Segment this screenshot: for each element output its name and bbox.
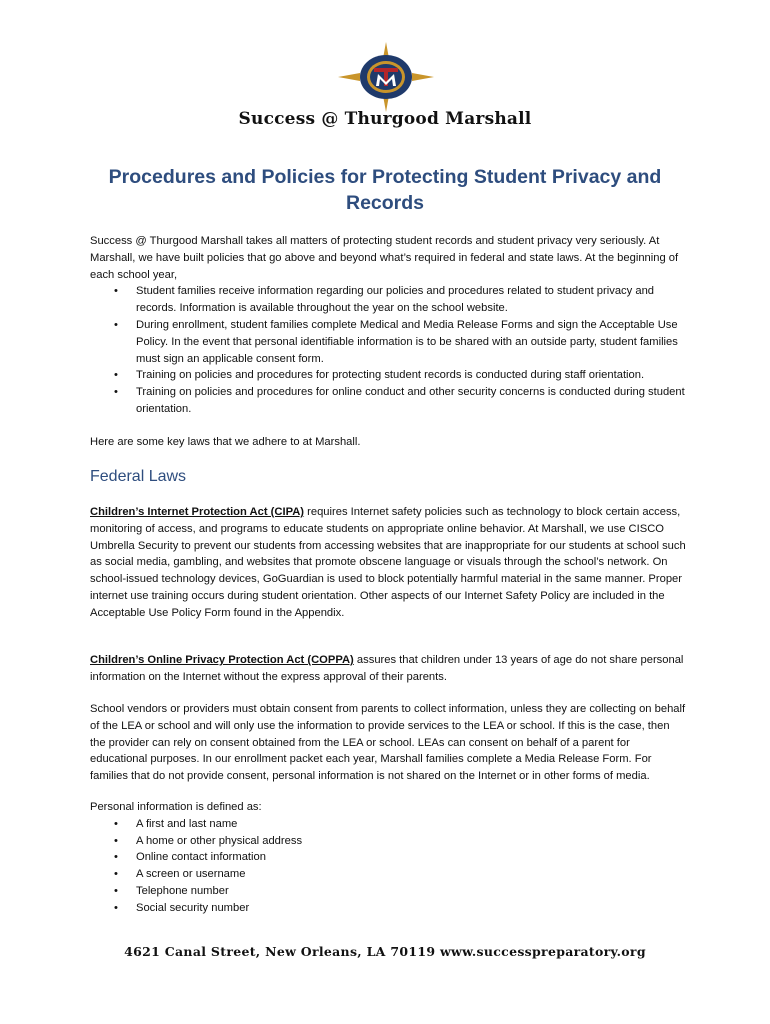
coppa-text: assures that children under 13 years of age do not share personal information on the Internet without the express approval of their parents. [90,654,684,683]
cipa-paragraph [90,504,686,622]
intro-bullet-list [90,283,686,417]
intro-paragraph: Success @ Thurgood Marshall takes all matters of protecting student records and student privacy very seriously. At Marshall, we have built policies that go above and beyond what’s required in federal and state laws. At the beginning of each school year, [90,235,679,281]
school-logo [338,42,434,112]
list-item-text: A screen or username [136,868,246,881]
list-item [90,816,686,833]
bullet-icon: • [114,884,118,897]
list-item-text: Telephone number [136,884,229,897]
list-item-text: A first and last name [136,817,238,830]
footer-address: 4621 Canal Street, New Orleans, LA 70119 www.successpreparatory.org [124,944,646,959]
vendors-paragraph [90,701,686,785]
coppa-act-title: Children’s Online Privacy Protection Act (COPPA) [90,654,354,666]
cipa-text: requires Internet safety policies such as technology to block certain access, monitoring of access, and programs to educate students on appropriate online behavior. At Marshall, we use CISCO Umbrella Security to prevent our students from accessing websites that are inappropriate for our students at school such as social media, gambling, and websites that promote obscene language or visuals through the school’s network. On school-issued technology devices, GoGuardian is used to block potentially harmful material in the same manner. Proper internet use training occurs during student orientation. Other aspects of our Internet Safety Policy are included in the Acceptable Use Policy Form found in the Appendix. [90,506,686,619]
list-item [90,883,686,900]
personal-info-intro: Personal information is defined as: [90,801,262,813]
vendors-text: School vendors or providers must obtain consent from parents to collect information, unless they are collecting on behalf of the LEA or school and will only use the information to provide services to the LEA or school. If this is the case, then the provider can rely on consent obtained from the LEA or school. LEAs can consent on behalf of a parent for educational purposes. In our enrollment packet each year, Marshall families complete a Media Release Form. For families that do not provide consent, personal information is not shared on the Internet or in other forms of media. [90,703,686,783]
bullet-icon: • [114,285,118,298]
personal-info-section [90,799,686,917]
list-item [90,833,686,850]
federal-laws-heading: Federal Laws [90,468,187,485]
bullet-icon: • [114,386,118,399]
org-name: Success @ Thurgood Marshall [238,109,532,129]
intro-section [90,233,686,451]
list-item-text: Training on policies and procedures for protecting student records is conducted during staff orientation. [136,369,645,382]
list-item [90,317,686,367]
coppa-paragraph [90,652,686,686]
list-item [90,849,686,866]
list-item-text: During enrollment, student families complete Medical and Media Release Forms and sign the Acceptable Use Policy. In the event that personal identifiable information is to be shared with an outside party, student families must sign an applicable consent form. [136,318,678,365]
bullet-icon: • [114,369,118,382]
list-item-text: Online contact information [136,851,266,864]
intro-closing: Here are some key laws that we adhere to at Marshall. [90,435,361,448]
list-item [90,283,686,317]
personal-info-list [90,816,686,917]
bullet-icon: • [114,318,118,331]
list-item [90,900,686,917]
list-item-text: Social security number [136,901,250,914]
list-item [90,367,686,384]
bullet-icon: • [114,817,118,830]
list-item [90,384,686,418]
bullet-icon: • [114,834,118,847]
list-item-text: Student families receive information regarding our policies and procedures related to student privacy and records. Information is available throughout the year on the school website. [136,285,655,315]
cipa-act-title: Children’s Internet Protection Act (CIPA) [90,506,305,518]
list-item-text: Training on policies and procedures for online conduct and other security concerns is conducted during student orientation. [136,386,685,415]
list-item [90,866,686,883]
bullet-icon: • [114,868,118,881]
document-title: Procedures and Policies for Protecting Student Privacy and Records [108,166,662,214]
list-item-text: A home or other physical address [136,834,303,847]
bullet-icon: • [114,901,118,914]
bullet-icon: • [114,851,118,864]
